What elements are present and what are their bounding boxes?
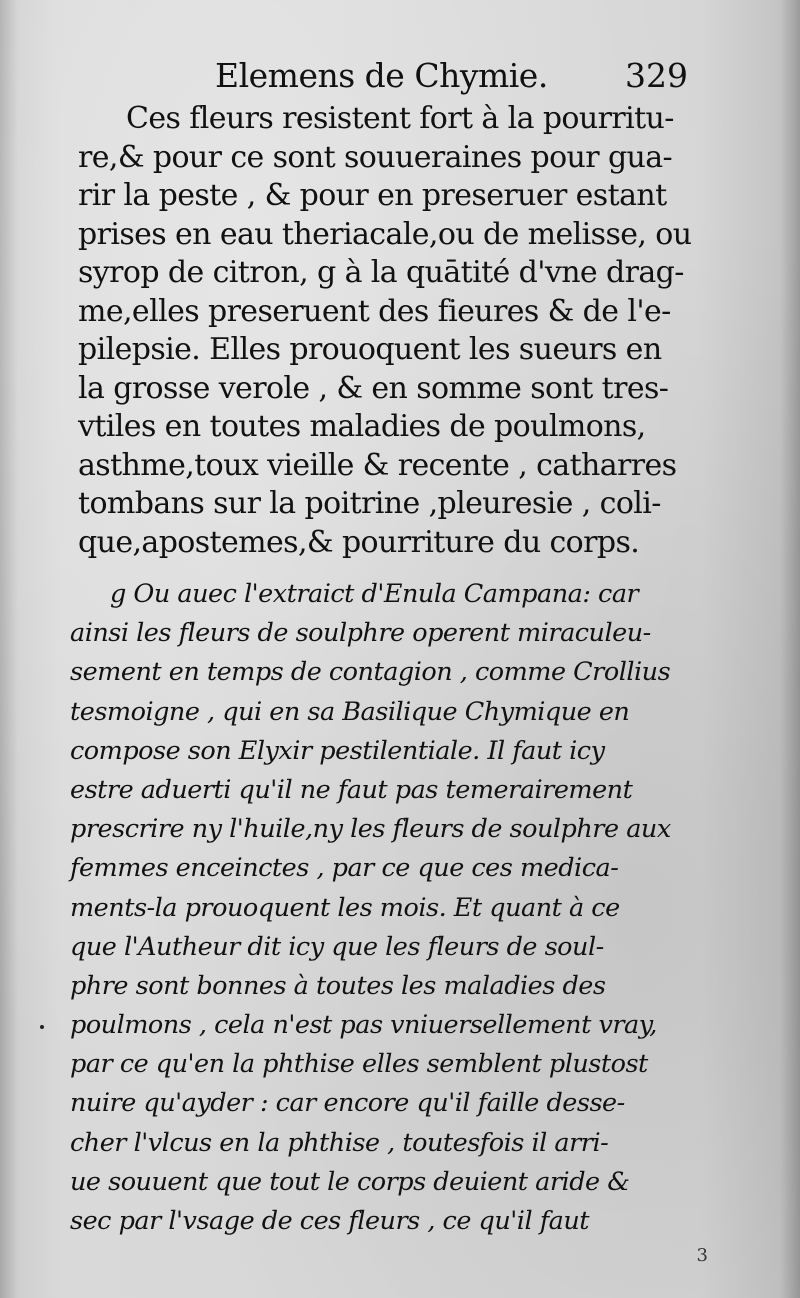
annotation-line: ments-la prouoquent les mois. Et quant à ce	[70, 892, 620, 923]
annotation-line: sec par l'vsage de ces fleurs , ce qu'il faut	[70, 1206, 590, 1236]
annotation-line: sement en temps de contagion , comme Crollius	[70, 657, 671, 688]
annotation-line: g Ou auec l'extraict d'Enula Campana: car	[110, 579, 639, 609]
annotation-line: ue souuent que tout le corps deuient aride &	[70, 1166, 630, 1197]
text-line: Ces fleurs resistent fort à la pourritu-	[126, 101, 674, 136]
annotation-line: que l'Autheur dit icy que les fleurs de soul-	[70, 931, 604, 962]
annotation-line: ainsi les fleurs de soulphre operent miraculeu-	[70, 618, 651, 649]
main-text-block	[78, 100, 714, 562]
ink-speck	[40, 1025, 44, 1029]
annotation-line: femmes enceinctes , par ce que ces medica-	[70, 853, 619, 884]
text-line: me,elles preseruent des fieures & de l'e-	[78, 293, 671, 329]
annotation-block	[70, 575, 720, 1241]
text-line: que,apostemes,& pourriture du corps.	[78, 524, 640, 560]
annotation-line: phre sont bonnes à toutes les maladies des	[70, 970, 606, 1001]
text-line: asthme,toux vieille & recente , catharres	[78, 447, 677, 483]
text-line: tombans sur la poitrine ,pleuresie , coli-	[78, 486, 661, 521]
text-line: la grosse verole , & en somme sont tres-	[78, 370, 669, 406]
text-line: syrop de citron, g à la quātité d'vne drag-	[78, 255, 684, 290]
annotation-line: cher l'vlcus en la phthise , toutesfois il arri-	[70, 1127, 609, 1158]
annotation-line: poulmons , cela n'est pas vniuersellement vray,	[70, 1010, 657, 1041]
page-number: 329	[625, 56, 688, 95]
text-line: prises en eau theriacale,ou de melisse, ou	[78, 216, 692, 252]
annotation-line: tesmoigne , qui en sa Basilique Chymique en	[70, 696, 630, 727]
corner-mark: 3	[696, 1245, 708, 1266]
page-header	[0, 52, 800, 100]
annotation-line: prescrire ny l'huile,ny les fleurs de soulphre aux	[70, 814, 671, 845]
text-line: pilepsie. Elles prouoquent les sueurs en	[78, 332, 662, 367]
annotation-line: estre aduerti qu'il ne faut pas temerairement	[70, 774, 633, 805]
running-title: Elemens de Chymie.	[215, 56, 548, 95]
text-line: rir la peste , & pour en preseruer estant	[78, 178, 667, 213]
annotation-line: compose son Elyxir pestilentiale. Il faut icy	[70, 735, 605, 766]
annotation-line: nuire qu'ayder : car encore qu'il faille desse-	[70, 1088, 625, 1119]
text-line: vtiles en toutes maladies de poulmons,	[78, 409, 646, 444]
text-line: re,& pour ce sont souueraines pour gua-	[78, 139, 673, 175]
annotation-line: par ce qu'en la phthise elles semblent plustost	[70, 1049, 648, 1080]
